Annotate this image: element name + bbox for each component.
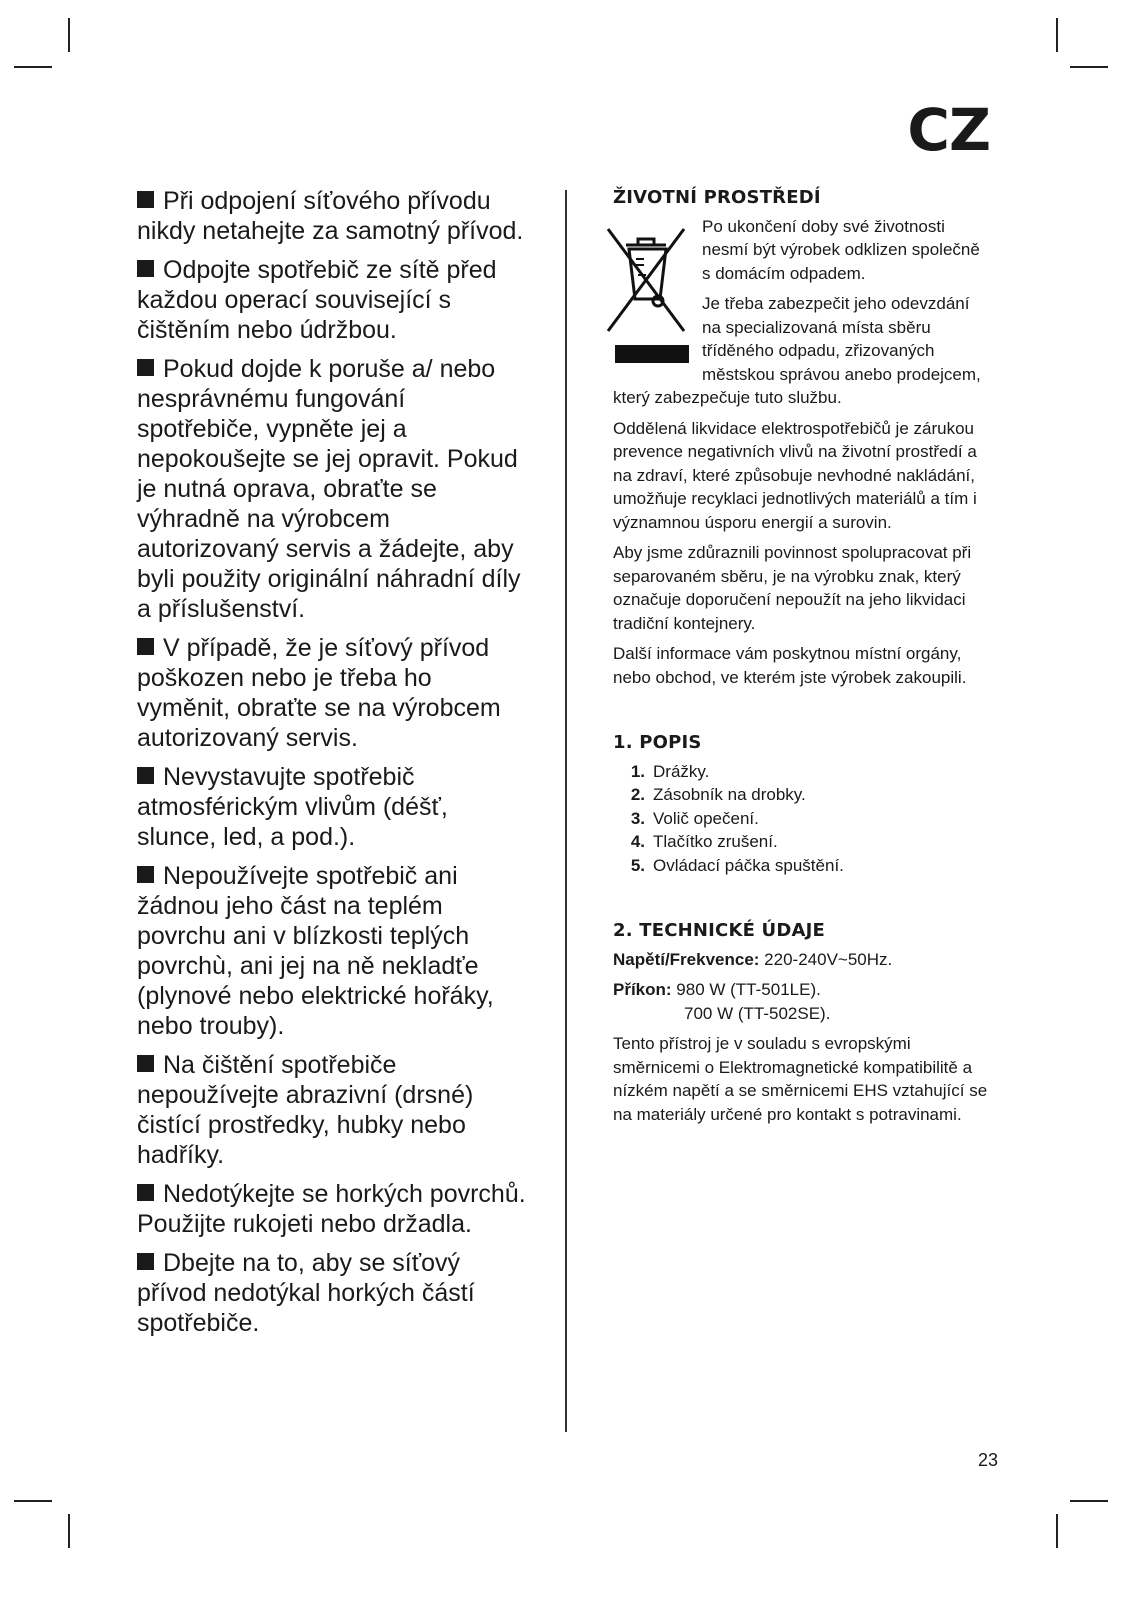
bullet-square-icon xyxy=(137,359,154,376)
crop-mark xyxy=(1070,66,1108,68)
crop-mark xyxy=(1056,18,1058,52)
warning-item: Pokud dojde k poruše a/ nebo nesprávnému fungování spotřebiče, vypněte jej a nepokoušejte se jej opravit. Pokud je nutná oprava, obraťte se výhradně na výrobcem autorizovaný servis a žádejte, aby byli použity originální náhradní díly a příslušenství. xyxy=(137,355,521,623)
warning-item: Při odpojení síťového přívodu nikdy netahejte za samotný přívod. xyxy=(137,187,524,245)
environment-paragraph: Další informace vám poskytnou místní orgány, nebo obchod, ve kterém jste výrobek zakoupili. xyxy=(613,644,967,687)
warning-item: V případě, že je síťový přívod poškozen nebo je třeba ho vyměnit, obraťte se na výrobcem autorizovaný servis. xyxy=(137,634,501,752)
crossed-out-wheelie-bin-icon xyxy=(600,219,690,365)
bullet-square-icon xyxy=(137,1253,154,1270)
voltage-line: Napětí/Frekvence: 220-240V~50Hz. xyxy=(613,949,893,969)
warning-item: Nedotýkejte se horkých povrchů. Použijte rukojeti nebo držadla. xyxy=(137,1180,526,1238)
crop-mark xyxy=(14,66,52,68)
warning-item: Odpojte spotřebič ze sítě před každou operací související s čištěním nebo údržbou. xyxy=(137,256,497,344)
warning-item: Na čištění spotřebiče nepoužívejte abrazivní (drsné) čistící prostředky, hubky nebo hadříky. xyxy=(137,1051,474,1169)
environment-paragraph: Oddělená likvidace elektrospotřebičů je zárukou prevence negativních vlivů na životní prostředí a na zdraví, které způsobuje nevhodné nakládání, umožňuje recyklaci jednotlivých materiálů a tím i významnou úsporu energií a surovin. xyxy=(613,418,977,532)
bullet-square-icon xyxy=(137,1055,154,1072)
list-item: 1. Drážky. xyxy=(630,761,710,781)
environment-paragraph: Je třeba zabezpečit jeho odevzdání na specializovaná místa sběru tříděného odpadu, zřizovaných městskou správou anebo prodejcem, který zabezpečuje tuto službu. xyxy=(613,294,981,407)
list-item: 3. Volič opečení. xyxy=(630,808,759,828)
compliance-text: Tento přístroj je v souladu s evropskými směrnicemi o Elektromagnetické kompatibilitě a nízkém napětí a se směrnicemi EHS vztahující se na materiály určené pro kontakt s potravinami. xyxy=(613,1034,988,1124)
warning-item: Nepoužívejte spotřebič ani žádnou jeho část na teplém povrchu ani v blízkosti teplých povrchù, ani jej na ně nekladťe (plynové nebo elektrické hořáky, nebo trouby). xyxy=(137,862,494,1040)
crop-mark xyxy=(1056,1514,1058,1548)
page-number: 23 xyxy=(977,1450,998,1470)
crop-mark xyxy=(68,18,70,52)
bullet-square-icon xyxy=(137,191,154,208)
safety-warnings xyxy=(137,186,527,1347)
environment-paragraph: Aby jsme zdůraznili povinnost spolupracovat při separovaném sběru, je na výrobku znak, který označuje doporučení nepoužít na jeho likvidaci tradiční kontejnery. xyxy=(613,543,972,633)
crop-mark xyxy=(14,1500,52,1502)
language-code: CZ xyxy=(907,96,990,164)
environment-heading: ŽIVOTNÍ PROSTŘEDÍ xyxy=(613,187,821,208)
weee-black-bar xyxy=(615,345,689,363)
warning-item: Dbejte na to, aby se síťový přívod nedotýkal horkých částí spotřebiče. xyxy=(137,1249,475,1337)
power-line-2: 700 W (TT-502SE). xyxy=(684,1003,831,1023)
bullet-square-icon xyxy=(137,767,154,784)
power-line: Příkon: 980 W (TT-501LE). xyxy=(613,980,821,999)
column-divider xyxy=(565,190,567,1432)
description-heading: 1. POPIS xyxy=(613,732,702,753)
bullet-square-icon xyxy=(137,866,154,883)
parts-list xyxy=(613,760,993,878)
bullet-square-icon xyxy=(137,1184,154,1201)
crop-mark xyxy=(68,1514,70,1548)
list-item: 2. Zásobník na drobky. xyxy=(630,785,806,804)
warning-item: Nevystavujte spotřebič atmosférickým vlivům (déšť, slunce, led, a pod.). xyxy=(137,763,448,851)
bullet-square-icon xyxy=(137,638,154,655)
list-item: 5. Ovládací páčka spuštění. xyxy=(630,855,844,875)
bullet-square-icon xyxy=(137,260,154,277)
list-item: 4. Tlačítko zrušení. xyxy=(630,832,778,851)
technical-heading: 2. TECHNICKÉ ÚDAJE xyxy=(613,920,826,941)
crop-mark xyxy=(1070,1500,1108,1502)
right-column xyxy=(613,186,993,1133)
environment-paragraph: Po ukončení doby své životnosti nesmí být výrobek odklizen společně s domácím odpadem. xyxy=(702,216,980,283)
